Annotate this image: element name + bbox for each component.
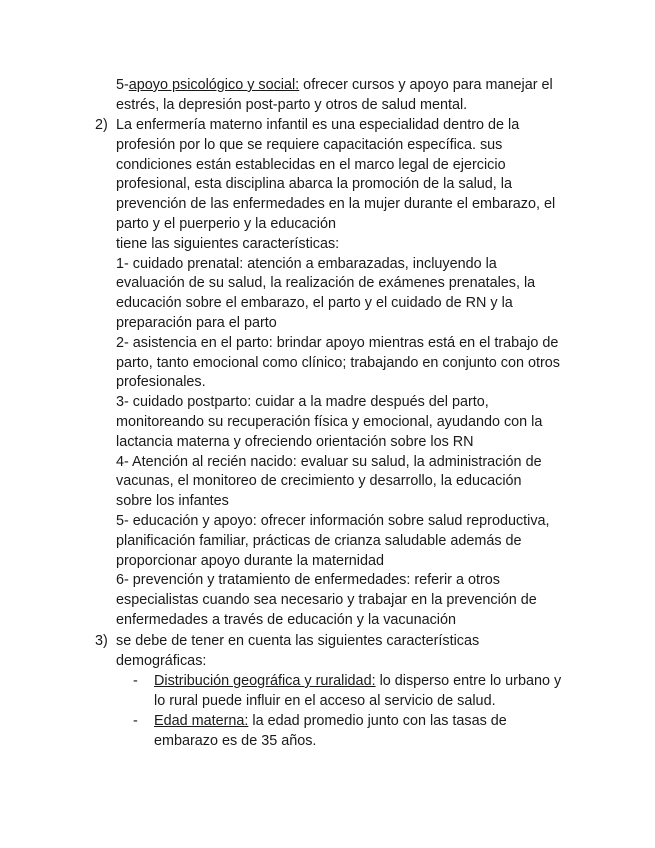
item5-prefix: 5- [116, 77, 129, 93]
section2-line: monitoreando su recuperación física y emocional, ayudando con la [116, 414, 543, 430]
section2-line: 5- educación y apoyo: ofrecer información sobre salud reproductiva, [116, 513, 550, 529]
section2-line: preparación para el parto [116, 315, 277, 331]
section2-line: sobre los infantes [116, 493, 229, 510]
section2-line: 2- asistencia en el parto: brindar apoyo mientras está en el trabajo de [116, 334, 559, 351]
section2-line: parto y el puerperio y la educación [116, 216, 336, 232]
section2-line: 3- cuidado postparto: cuidar a la madre después del parto, [116, 394, 489, 411]
bullet-dash: - [133, 713, 138, 729]
section2-line: profesional, esta disciplina abarca la promoción de la salud, la [116, 176, 512, 193]
section2-line: educación sobre el embarazo, el parto y el cuidado de RN y la [116, 295, 513, 312]
section2-line: planificación familiar, prácticas de crianza saludable además de [116, 532, 522, 549]
item5-text: ofrecer cursos y apoyo para manejar el [299, 77, 553, 93]
section2-line: profesión por lo que se requiere capacitación específica. sus [116, 136, 503, 153]
section2-line: tiene las siguientes características: [116, 235, 340, 252]
bullet-line1 [154, 712, 507, 732]
section3-number: 3) [95, 633, 108, 649]
bullet-line2: embarazo es de 35 años. [154, 733, 317, 749]
section2-line: lactancia materna y ofreciendo orientación sobre los RN [116, 433, 474, 450]
section2-line: 1- cuidado prenatal: atención a embarazadas, incluyendo la [116, 255, 497, 272]
section2-line: condiciones están establecidas en el marco legal de ejercicio [116, 156, 506, 173]
section2-line: prevención de las enfermedades en la mujer durante el embarazo, el [116, 196, 556, 213]
item5-heading: apoyo psicológico y social: [128, 77, 300, 93]
section2-line: parto, tanto emocional como clínico; trabajando en conjunto con otros [116, 354, 560, 371]
bullet-heading: Distribución geográfica y ruralidad: [154, 673, 376, 689]
section2-line: 4- Atención al recién nacido: evaluar su salud, la administración de [116, 453, 542, 470]
section2-line: evaluación de su salud, la realización de exámenes prenatales, la [116, 275, 536, 292]
section2-line: 6- prevención y tratamiento de enfermedades: referir a otros [116, 572, 500, 589]
section2-line: enfermedades a través de educación y la vacunación [116, 612, 456, 628]
section3-line: se debe de tener en cuenta las siguientes características [116, 633, 480, 649]
section2-line: especialistas cuando sea necesario y trabajar en la prevención de [116, 592, 537, 609]
bullet-line2: lo rural puede influir en el acceso al servicio de salud. [154, 693, 496, 709]
bullet-text: lo disperso entre lo urbano y [375, 673, 562, 689]
item5-line2: estrés, la depresión post-parto y otros de salud mental. [116, 97, 468, 113]
section2-line: vacunas, el monitoreo de crecimiento y desarrollo, la educación [116, 473, 522, 490]
section2-number: 2) [95, 117, 108, 133]
section2-line: proporcionar apoyo durante la maternidad [116, 552, 384, 569]
section3-line: demográficas: [116, 653, 207, 669]
section2-line: profesionales. [116, 374, 206, 391]
bullet-line1 [154, 672, 561, 692]
bullet-heading: Edad materna: [154, 713, 249, 729]
bullet-dash: - [133, 673, 138, 689]
bullet-text: la edad promedio junto con las tasas de [248, 713, 507, 729]
item5-line1 [116, 76, 553, 96]
section2-line: La enfermería materno infantil es una especialidad dentro de la [116, 117, 520, 133]
